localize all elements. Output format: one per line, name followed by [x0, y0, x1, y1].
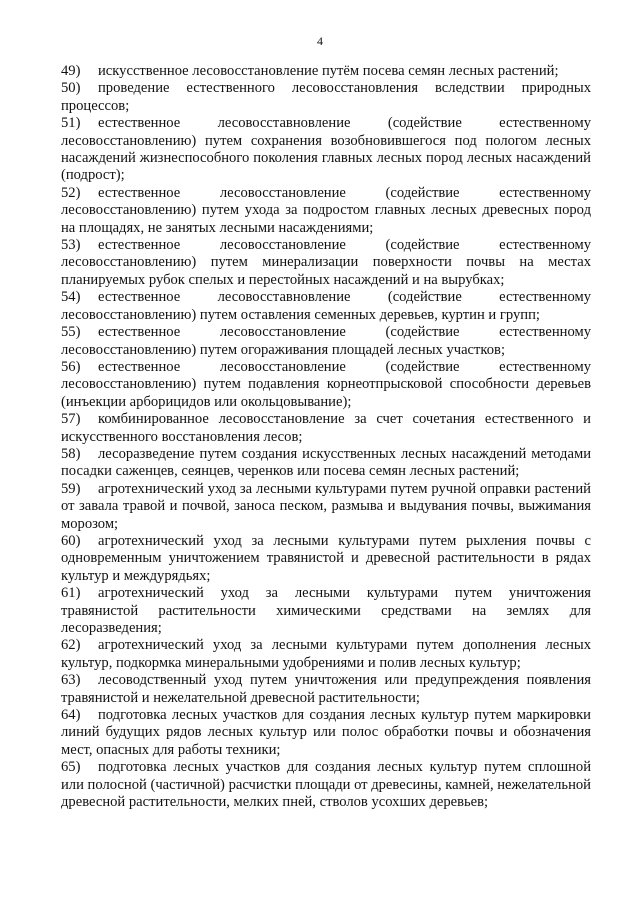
item-number: 49)	[61, 63, 81, 79]
list-item	[61, 324, 591, 359]
list-item	[61, 637, 591, 672]
item-text: подготовка лесных участков для создания лесных культур путем маркировки линий будущих рядов лесных культур или полос обработки почвы и обозначения мест, опасных для работы техники;	[61, 707, 591, 758]
item-text: естественное лесовосстановление (содействие естественному лесовосстановлению) путем минерализации поверхности почвы на местах планируемых рубок спелых и перестойных насаждений и на вырубках;	[61, 237, 591, 288]
item-text: агротехнический уход за лесными культурами путем уничтожения травянистой растительности химическими средствами на землях для лесоразведения;	[61, 585, 591, 636]
item-text: естественное лесовосстановление (содействие естественному лесовосстановлению) путем подавления корнеотпрысковой способности деревьев (инъекции арборицидов или окольцовывание);	[61, 358, 591, 410]
item-number: 55)	[61, 324, 81, 341]
list-item	[61, 585, 591, 637]
item-text: лесоразведение путем создания искусственных лесных насаждений методами посадки саженцев, сеянцев, черенков или посева семян лесных растений;	[61, 445, 591, 480]
list-item	[61, 115, 591, 185]
item-number: 60)	[61, 532, 81, 549]
page-number: 4	[317, 34, 323, 48]
item-text: агротехнический уход за лесными культурами путем рыхления почвы с одновременным уничтожением травянистой и древесной растительности в рядах культур и междурядьях;	[61, 532, 591, 584]
list-item	[61, 63, 591, 80]
list-item	[61, 185, 591, 237]
list-item	[61, 237, 591, 289]
list-item	[61, 80, 591, 115]
list-item	[61, 446, 591, 481]
item-number: 57)	[61, 411, 81, 428]
item-text: искусственное лесовосстановление путём посева семян лесных растений;	[98, 63, 559, 79]
item-text: естественное лесовосставновление (содействие естественному лесовосстановлению) путем сохранения возобновившегося под пологом лесных насаждений жизнеспособного поколения главных лесных пород лесных насаждений (подрост);	[61, 115, 591, 184]
item-number: 59)	[61, 480, 81, 497]
list-item	[61, 411, 591, 446]
list-item	[61, 359, 591, 411]
item-number: 54)	[61, 289, 81, 306]
item-number: 63)	[61, 672, 81, 689]
item-number: 64)	[61, 707, 81, 724]
item-number: 65)	[61, 759, 81, 776]
item-text: естественное лесовосстановление (содействие естественному лесовосстановлению) путем огораживания площадей лесных участков;	[61, 324, 591, 358]
item-text: подготовка лесных участков для создания лесных культур путем сплошной или полосной (частичной) расчистки площади от древесины, камней, нежелательной древесной растительности, мелких пней, стволов усохших деревьев;	[61, 759, 591, 811]
document-body	[61, 63, 591, 811]
item-number: 52)	[61, 184, 81, 201]
list-item	[61, 759, 591, 811]
item-text: агротехнический уход за лесными культурами путем ручной оправки растений от завала травой и почвой, заноса песком, размыва и выдувания почвы, выжимания морозом;	[61, 480, 591, 532]
item-number: 62)	[61, 637, 81, 654]
item-number: 58)	[61, 445, 81, 462]
item-text: естественное лесовосставновление (содействие естественному лесовосстановлению) путем оставления семенных деревьев, куртин и групп;	[61, 289, 591, 323]
list-item	[61, 533, 591, 585]
item-text: лесоводственный уход путем уничтожения или предупреждения появления травянистой и нежелательной древесной растительности;	[61, 672, 591, 706]
item-text: агротехнический уход за лесными культурами путем дополнения лесных культур, подкормка минеральными удобрениями и полив лесных культур;	[61, 637, 591, 671]
list-item	[61, 289, 591, 324]
item-number: 50)	[61, 80, 81, 97]
item-number: 56)	[61, 358, 81, 375]
list-item	[61, 481, 591, 533]
item-number: 61)	[61, 585, 81, 602]
item-number: 53)	[61, 237, 81, 254]
item-text: комбинированное лесовосстановление за счет сочетания естественного и искусственного восстановления лесов;	[61, 411, 591, 445]
list-item	[61, 707, 591, 759]
item-number: 51)	[61, 115, 81, 132]
item-text: проведение естественного лесовосстановления вследствии природных процессов;	[61, 80, 591, 114]
list-item	[61, 672, 591, 707]
item-text: естественное лесовосстановление (содействие естественному лесовосстановлению) путем ухода за подростом главных лесных древесных пород на площадях, не занятых лесными насаждениями;	[61, 184, 591, 236]
